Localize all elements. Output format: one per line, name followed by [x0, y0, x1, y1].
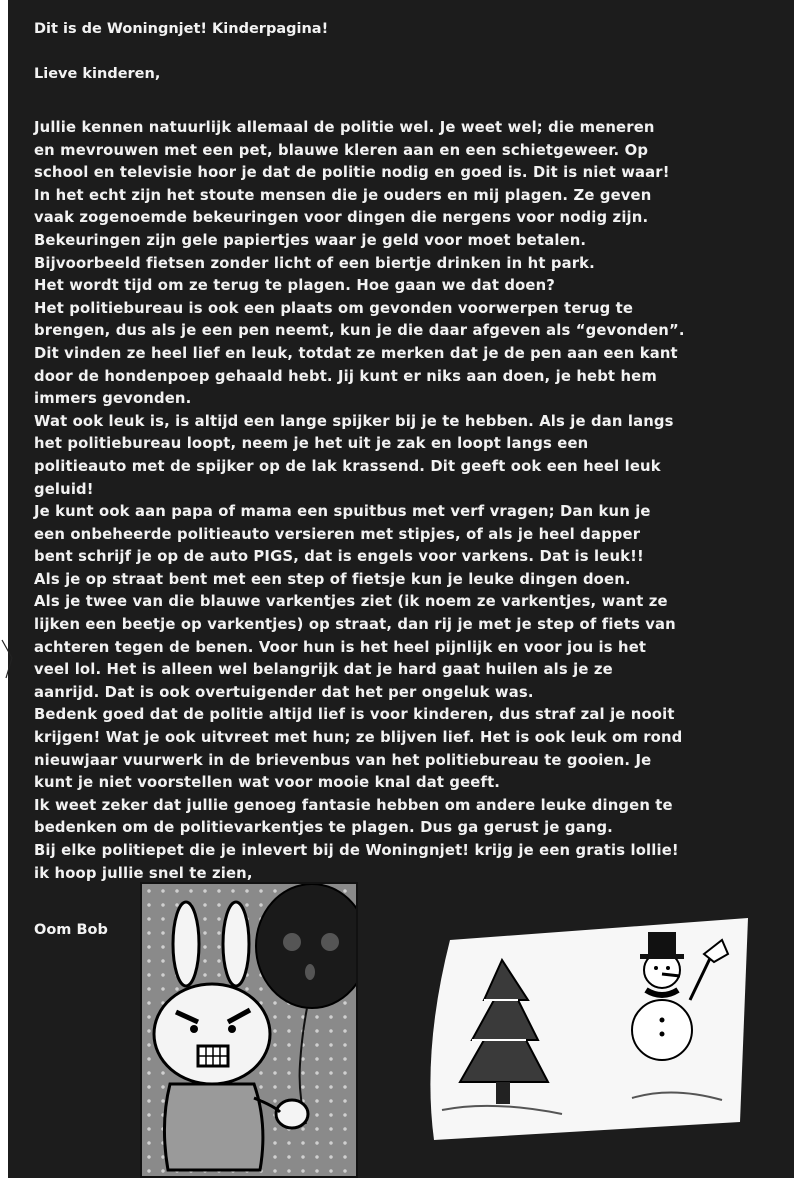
signature: Oom Bob: [34, 922, 108, 938]
letter-line: het politiebureau loopt, neem je het uit je zak en loopt langs een: [34, 435, 589, 453]
letter-line: en mevrouwen met een pet, blauwe kleren aan en een schietgeweer. Op: [34, 141, 649, 159]
letter-line: veel lol. Het is alleen wel belangrijk dat je hard gaat huilen als je ze: [34, 661, 613, 679]
letter-line: Jullie kennen natuurlijk allemaal de politie wel. Je weet wel; die meneren: [34, 119, 655, 136]
winter-illustration: [422, 910, 752, 1146]
letter-line: Het wordt tijd om ze terug te plagen. Hoe gaan we dat doen?: [34, 277, 556, 295]
angry-rabbit-illustration: [140, 882, 358, 1178]
letter-line: bent schrijf je op de auto PIGS, dat is engels voor varkens. Dat is leuk!!: [34, 548, 644, 566]
letter-line: Bedenk goed dat de politie altijd lief is voor kinderen, dus straf zal je nooit: [34, 706, 675, 724]
letter-line: Bijvoorbeeld fietsen zonder licht of een biertje drinken in ht park.: [34, 254, 595, 272]
letter-line: Wat ook leuk is, is altijd een lange spijker bij je te hebben. Als je dan langs: [34, 412, 674, 430]
letter-line: Het politiebureau is ook een plaats om gevonden voorwerpen terug te: [34, 299, 634, 317]
letter-line: door de hondenpoep gehaald hebt. Jij kunt er niks aan doen, je hebt hem: [34, 367, 657, 385]
scribble-mark: [0, 620, 22, 680]
letter-line: kunt je niet voorstellen wat voor mooie knal dat geeft.: [34, 774, 501, 792]
letter-line: ik hoop jullie snel te zien,: [34, 864, 253, 882]
letter-line: achteren tegen de benen. Voor hun is het heel pijnlijk en voor jou is het: [34, 638, 647, 656]
letter-line: Dit vinden ze heel lief en leuk, totdat ze merken dat je de pen aan een kant: [34, 344, 678, 362]
letter-line: immers gevonden.: [34, 390, 192, 408]
letter-line: lijken een beetje op varkentjes) op straat, dan rij je met je step of fiets van: [34, 616, 676, 634]
letter-line: aanrijd. Dat is ook overtuigender dat het per ongeluk was.: [34, 683, 534, 701]
letter-line: nieuwjaar vuurwerk in de brievenbus van het politiebureau te gooien. Je: [34, 751, 652, 769]
letter-line: Bekeuringen zijn gele papiertjes waar je geld voor moet betalen.: [34, 231, 587, 249]
letter-body: [34, 117, 764, 885]
greeting: Lieve kinderen,: [34, 66, 161, 82]
letter-line: vaak zogenoemde bekeuringen voor dingen die nergens voor nodig zijn.: [34, 209, 649, 227]
winter-drawing: [422, 910, 752, 1146]
letter-line: brengen, dus als je een pen neemt, kun je die daar afgeven als “gevonden”.: [34, 322, 685, 340]
letter-line: In het echt zijn het stoute mensen die je ouders en mij plagen. Ze geven: [34, 186, 652, 204]
letter-line: Bij elke politiepet die je inlevert bij de Woningnjet! krijg je een gratis lollie!: [34, 842, 679, 859]
letter-line: geluid!: [34, 480, 94, 498]
letter-line: Als je twee van die blauwe varkentjes ziet (ik noem ze varkentjes, want ze: [34, 593, 668, 611]
letter-line: Je kunt ook aan papa of mama een spuitbus met verf vragen; Dan kun je: [34, 503, 651, 521]
page-title: Dit is de Woningnjet! Kinderpagina!: [34, 21, 329, 37]
letter-line: krijgen! Wat je ook uitvreet met hun; ze blijven lief. Het is ook leuk om rond: [34, 729, 683, 747]
letter-line: school en televisie hoor je dat de politie nodig en goed is. Dit is niet waar!: [34, 164, 670, 182]
letter-line: Als je op straat bent met een step of fietsje kun je leuke dingen doen.: [34, 570, 631, 588]
rabbit-drawing: [142, 884, 356, 1176]
letter-line: een onbeheerde politieauto versieren met stipjes, of als je heel dapper: [34, 525, 641, 543]
letter-line: politieauto met de spijker op de lak krassend. Dit geeft ook een heel leuk: [34, 457, 661, 475]
letter-line: bedenken om de politievarkentjes te plagen. Dus ga gerust je gang.: [34, 819, 613, 837]
letter-line: Ik weet zeker dat jullie genoeg fantasie hebben om andere leuke dingen te: [34, 796, 673, 814]
